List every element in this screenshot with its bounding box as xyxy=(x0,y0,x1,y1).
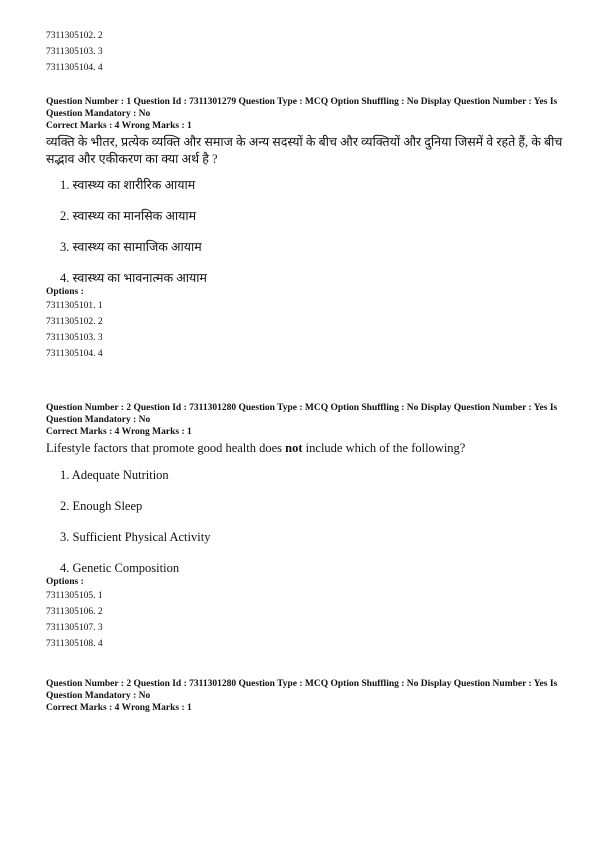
question-text-part: Lifestyle factors that promote good health does xyxy=(46,441,286,455)
option-id: 7311305103. 3 xyxy=(46,333,103,343)
answer-choice: 1. स्वास्थ्य का शारीरिक आयाम xyxy=(60,178,196,192)
options-list xyxy=(46,298,566,362)
answer-choice: 2. Enough Sleep xyxy=(60,499,143,513)
answer-choices xyxy=(60,177,566,286)
option-id: 7311305104. 4 xyxy=(46,349,103,359)
option-id: 7311305101. 1 xyxy=(46,301,103,311)
question-header: Question Number : 2 Question Id : 7311301280 Question Type : MCQ Option Shuffling : No Display Question Number : Yes Is Question Mandatory : No xyxy=(46,679,558,701)
question-header: Question Number : 1 Question Id : 7311301279 Question Type : MCQ Option Shuffling : No Display Question Number : Yes Is Question Mandatory : No xyxy=(46,97,558,119)
question-marks: Correct Marks : 4 Wrong Marks : 1 xyxy=(46,427,192,437)
option-id: 7311305107. 3 xyxy=(46,623,103,633)
answer-choice: 4. स्वास्थ्य का भावनात्मक आयाम xyxy=(60,271,207,285)
answer-choice: 4. Genetic Composition xyxy=(60,561,180,575)
option-id: 7311305105. 1 xyxy=(46,591,103,601)
question-marks: Correct Marks : 4 Wrong Marks : 1 xyxy=(46,121,192,131)
question-text xyxy=(46,440,566,457)
option-id: 7311305104. 4 xyxy=(46,63,103,73)
question-2 xyxy=(46,402,566,652)
question-3 xyxy=(46,678,566,714)
option-id: 7311305108. 4 xyxy=(46,639,103,649)
question-text: व्यक्ति के भीतर, प्रत्येक व्यक्ति और समाज के अन्य सदस्यों के बीच और व्यक्तियों और दुनिया जिसमें वे रहते हैं, के बीच सद्भाव और एकीकरण का क्या अर्थ है ? xyxy=(46,135,563,166)
question-text-emphasis: not xyxy=(285,441,303,455)
answer-choice: 1. Adequate Nutrition xyxy=(60,468,169,482)
answer-choice: 2. स्वास्थ्य का मानसिक आयाम xyxy=(60,209,197,223)
answer-choice: 3. स्वास्थ्य का सामाजिक आयाम xyxy=(60,240,202,254)
question-header: Question Number : 2 Question Id : 7311301280 Question Type : MCQ Option Shuffling : No Display Question Number : Yes Is Question Mandatory : No xyxy=(46,403,558,425)
answer-choice: 3. Sufficient Physical Activity xyxy=(60,530,211,544)
question-marks: Correct Marks : 4 Wrong Marks : 1 xyxy=(46,703,192,713)
answer-choices xyxy=(60,467,566,576)
options-label: Options : xyxy=(46,577,84,587)
option-id: 7311305103. 3 xyxy=(46,47,103,57)
option-id: 7311305106. 2 xyxy=(46,607,103,617)
previous-options-list xyxy=(46,28,103,76)
option-id: 7311305102. 2 xyxy=(46,317,103,327)
option-id: 7311305102. 2 xyxy=(46,31,103,41)
options-label: Options : xyxy=(46,287,84,297)
options-list xyxy=(46,588,566,652)
question-1 xyxy=(46,96,566,362)
question-text-part: include which of the following? xyxy=(302,441,466,455)
